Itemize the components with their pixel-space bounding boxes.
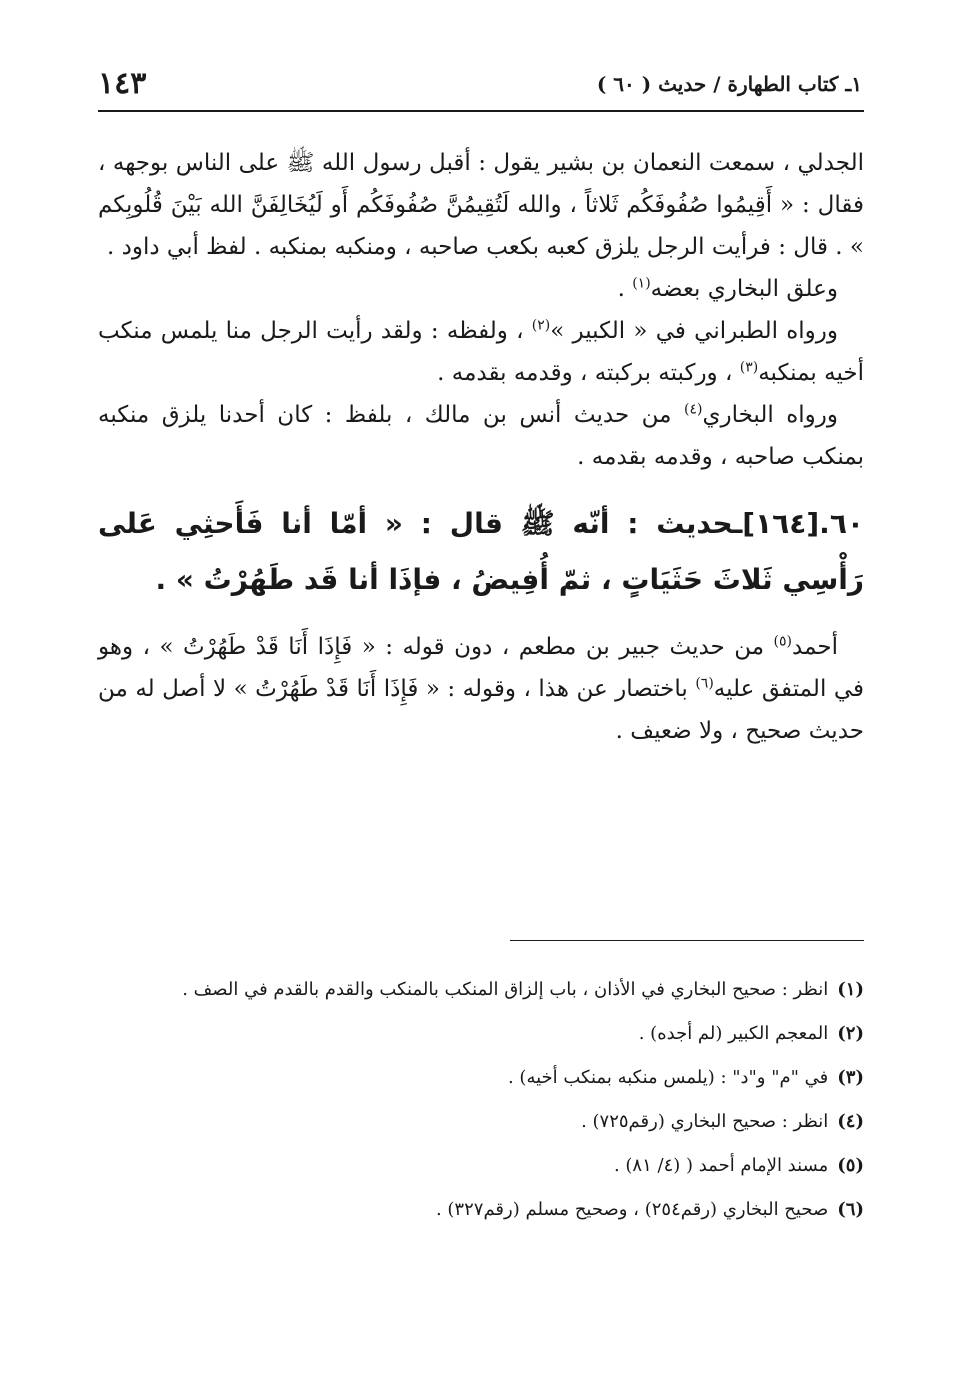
header-title: ١ـ كتاب الطهارة / حديث ( ٦٠ ) <box>596 72 862 96</box>
footnote-item <box>98 968 864 1012</box>
footnote-item <box>98 1100 864 1144</box>
footnote-ref-3[interactable]: (٣) <box>739 359 759 376</box>
footnote-ref-5[interactable]: (٥) <box>773 633 793 650</box>
paragraph-2-text: وعلق البخاري بعضه <box>650 276 838 302</box>
paragraph-3-part-c: ، وركبته بركبته ، وقدمه بقدمه . <box>437 360 740 386</box>
header-rule <box>98 110 864 112</box>
footnote-number: (٣) <box>837 1067 864 1088</box>
footnote-number: (٢) <box>837 1023 864 1044</box>
footnotes <box>98 968 864 1232</box>
paragraph-4-part-a: ورواه البخاري <box>702 402 838 428</box>
paragraph-1: الجدلي ، سمعت النعمان بن بشير يقول : أقبل رسول الله ﷺ على الناس بوجهه ، فقال : « أَقِيمُوا صُفُوفَكُم ثَلاثاً ، والله لَتُقِيمُنَّ صُفُوفَكُم أَو لَيُخَالِفَنَّ الله بَيْنَ قُلُوبِكم » . قال : فرأيت الرجل يلزق كعبه بكعب صاحبه ، ومنكبه بمنكبه . لفظ أبي داود . <box>98 150 864 260</box>
footnote-text: انظر : صحيح البخاري في الأذان ، باب إلزاق المنكب بالمنكب والقدم بالقدم في الصف . <box>182 979 829 1000</box>
page-number: ١٤٣ <box>98 66 147 101</box>
main-text <box>98 142 864 752</box>
paragraph-2-end: . <box>617 276 633 302</box>
running-header <box>98 66 862 106</box>
footnote-number: (٤) <box>837 1111 864 1132</box>
paragraph-3 <box>98 310 864 394</box>
footnote-ref-1[interactable]: (١) <box>632 275 651 292</box>
paragraph-5 <box>98 626 864 752</box>
paragraph-5-part-c: باختصار عن هذا ، وقوله : « فَإِذَا أَنَا قَدْ طَهُرْتُ » لا أصل له من حديث صحيح ، ولا ضعيف . <box>98 676 864 744</box>
footnote-item <box>98 1012 864 1056</box>
footnote-number: (٦) <box>837 1199 864 1220</box>
footnote-text: المعجم الكبير (لم أجده) . <box>638 1023 829 1044</box>
footnote-ref-6[interactable]: (٦) <box>695 675 714 692</box>
footnote-ref-2[interactable]: (٢) <box>531 317 551 334</box>
paragraph-2 <box>98 268 864 310</box>
hadith-heading: ٦٠.[١٦٤]ـحديث : أنّه ﷺ قال : « أمّا أنا فَأَحثِي عَلى رَأْسِي ثَلاثَ حَثَيَاتٍ ، ثمّ أُفِيضُ ، فإذَا أنا قَد طَهُرْتُ » . <box>98 507 864 596</box>
paragraph-3-part-b: ، ولفظه : ولقد رأيت الرجل منا يلمس منكب أخيه بمنكبه <box>98 318 864 386</box>
footnote-separator <box>510 940 864 941</box>
paragraph-5-part-a: أحمد <box>792 634 838 660</box>
paragraph-4-part-b: من حديث أنس بن مالك ، بلفظ : كان أحدنا يلزق منكبه بمنكب صاحبه ، وقدمه بقدمه . <box>98 402 864 470</box>
footnote-ref-4[interactable]: (٤) <box>683 401 703 418</box>
footnote-text: مسند الإمام أحمد ( (٤/ ٨١) . <box>613 1155 829 1176</box>
paragraph-5-part-b: من حديث جبير بن مطعم ، دون قوله : « فَإِذَا أَنَا قَدْ طَهُرْتُ » ، وهو في المتفق عليه <box>98 634 864 702</box>
footnote-number: (٥) <box>837 1155 864 1176</box>
paragraph-4 <box>98 394 864 478</box>
footnote-number: (١) <box>837 979 864 1000</box>
footnote-text: في "م" و"د" : (يلمس منكبه بمنكب أخيه) . <box>507 1067 829 1088</box>
footnote-text: انظر : صحيح البخاري (رقم٧٢٥) . <box>581 1111 829 1132</box>
paragraph-3-part-a: ورواه الطبراني في « الكبير » <box>550 318 839 344</box>
footnote-text: صحيح البخاري (رقم٢٥٤) ، وصحيح مسلم (رقم٣٢٧) . <box>435 1199 829 1220</box>
footnote-item <box>98 1056 864 1100</box>
footnote-item <box>98 1188 864 1232</box>
footnote-item <box>98 1144 864 1188</box>
